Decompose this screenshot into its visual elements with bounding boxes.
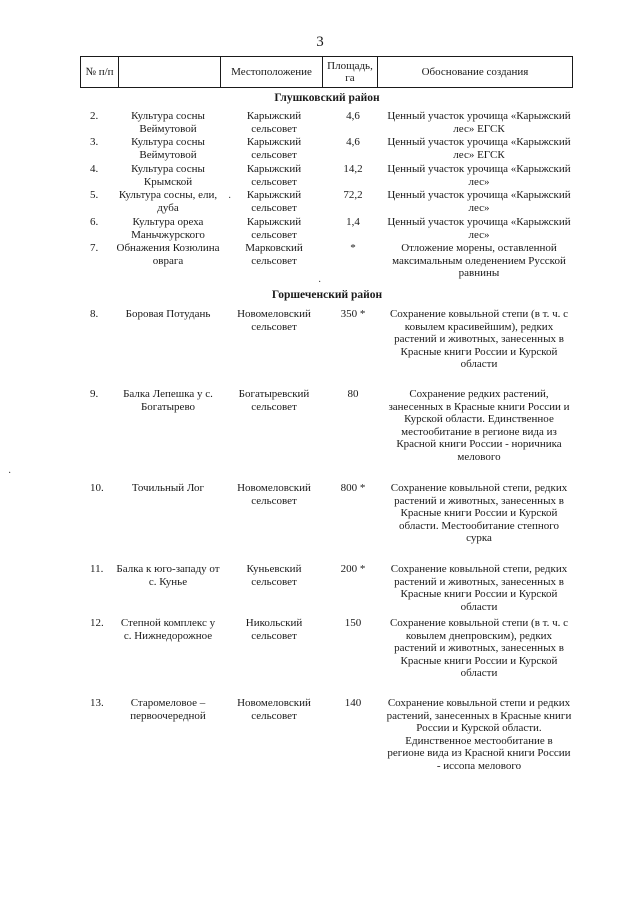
row-location: Карыжский сельсовет: [246, 189, 302, 214]
district-heading: Глушковский район: [274, 92, 380, 104]
row-number: 7.: [90, 242, 99, 254]
row-area: 1,4: [346, 216, 360, 228]
header-reason: Обоснование создания: [378, 57, 573, 88]
row-area: 80: [347, 388, 359, 400]
row-location: Карыжский сельсовет: [246, 110, 302, 135]
row-area: 14,2: [343, 163, 363, 175]
row-area: 72,2: [343, 189, 363, 201]
row-name: Старомеловое – первоочередной: [130, 697, 206, 722]
row-name: Культура ореха Маньчжурского: [131, 216, 205, 241]
row-area: 150: [344, 617, 362, 629]
header-num: № п/п: [81, 57, 119, 88]
row-reason: Ценный участок урочища «Карыжский лес»: [387, 189, 571, 214]
district-heading: Горшеченский район: [271, 289, 383, 301]
row-reason: Сохранение ковыльной степи и редких растений, занесенных в Красные книги России и Курской области. Единственное местообитание в регионе вида из Красной книги России - иссопа мелового: [386, 697, 572, 772]
row-name: Балка к юго-западу от с. Кунье: [116, 563, 220, 588]
row-reason: Сохранение редких растений, занесенных в Красные книги России и Курской области. Единственное местообитание в регионе вида из Красной книги России - норичника мелового: [388, 388, 570, 463]
row-location: Карыжский сельсовет: [246, 216, 302, 241]
row-reason: Ценный участок урочища «Карыжский лес»: [387, 163, 571, 188]
row-number: 12.: [90, 617, 104, 629]
row-number: 11.: [90, 563, 104, 575]
page-number: 3: [316, 34, 324, 50]
row-number: 10.: [90, 482, 104, 494]
row-number: 13.: [90, 697, 104, 709]
row-reason: Сохранение ковыльной степи, редких растений и животных, занесенных в Красные книги России и Курской области: [390, 563, 568, 613]
scan-artifact: ·: [318, 277, 322, 288]
row-number: 2.: [90, 110, 99, 122]
row-number: 6.: [90, 216, 99, 228]
row-area: 200 *: [340, 563, 366, 575]
row-reason: Сохранение ковыльной степи, редких растений и животных, занесенных в Красные книги России и Курской области. Местообитание степного сурка: [390, 482, 568, 544]
row-name: Точильный Лог: [131, 482, 205, 494]
row-name: Культура сосны Веймутовой: [131, 136, 205, 161]
row-location: Куньевский сельсовет: [246, 563, 302, 588]
row-area: *: [350, 242, 356, 254]
row-reason: Отложение морены, оставленной максимальным оледенением Русской равнины: [392, 242, 566, 279]
row-reason: Сохранение ковыльной степи (в т. ч. с ковылем красивейшим), редких растений и животных, занесенных в Красные книги России и Курской области: [389, 308, 569, 370]
row-reason: Ценный участок урочища «Карыжский лес»: [387, 216, 571, 241]
row-area: 4,6: [346, 110, 360, 122]
row-name: Степной комплекс у с. Нижнедорожное: [120, 617, 216, 642]
row-reason: Сохранение ковыльной степи (в т. ч. с ковылем днепровским), редких растений и животных, занесенных в Красные книги России и Курской области: [389, 617, 569, 679]
row-reason: Ценный участок урочища «Карыжский лес» ЕГСК: [387, 136, 571, 161]
header-area: Площадь, га: [323, 57, 378, 88]
row-location: Никольский сельсовет: [245, 617, 303, 642]
row-location: Новомеловский сельсовет: [237, 482, 311, 507]
row-location: Марковский сельсовет: [245, 242, 303, 267]
row-number: 5.: [90, 189, 99, 201]
row-location: Карыжский сельсовет: [246, 163, 302, 188]
scan-artifact: ·: [228, 193, 232, 204]
row-location: Богатыревский сельсовет: [238, 388, 310, 413]
row-name: Боровая Потудань: [125, 308, 211, 320]
row-name: Культура сосны Крымской: [131, 163, 205, 188]
scan-artifact: ·: [8, 468, 12, 479]
row-name: Культура сосны Веймутовой: [131, 110, 205, 135]
row-number: 9.: [90, 388, 99, 400]
row-location: Карыжский сельсовет: [246, 136, 302, 161]
row-location: Новомеловский сельсовет: [237, 308, 311, 333]
row-area: 800 *: [340, 482, 366, 494]
row-area: 350 *: [340, 308, 366, 320]
row-reason: Ценный участок урочища «Карыжский лес» ЕГСК: [387, 110, 571, 135]
row-name: Обнажения Козюлина оврага: [116, 242, 220, 267]
row-name: Балка Лепешка у с. Богатырево: [123, 388, 213, 413]
row-location: Новомеловский сельсовет: [237, 697, 311, 722]
row-area: 4,6: [346, 136, 360, 148]
header-location: Местоположение: [221, 57, 323, 88]
row-name: Культура сосны, ели, дуба: [118, 189, 218, 214]
table-header: [80, 56, 573, 88]
row-number: 8.: [90, 308, 99, 320]
row-number: 4.: [90, 163, 99, 175]
header-name-empty: [119, 57, 221, 88]
row-number: 3.: [90, 136, 99, 148]
row-area: 140: [344, 697, 362, 709]
